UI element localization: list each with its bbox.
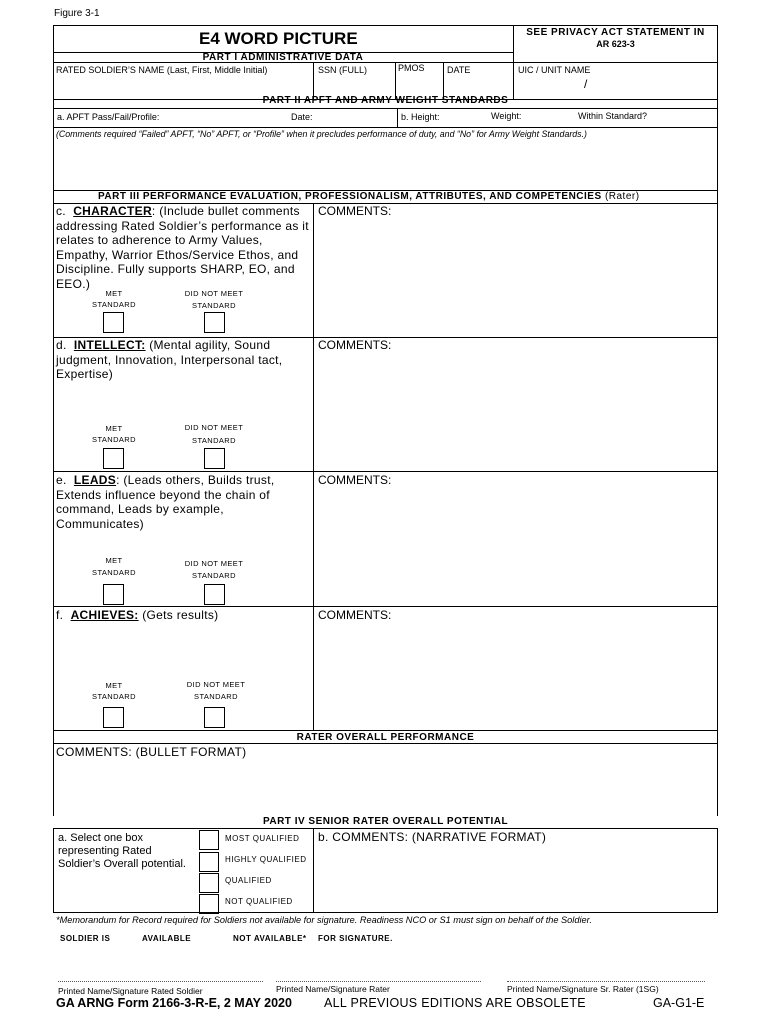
character-heading: CHARACTER: [73, 204, 152, 218]
leads-met-label-2: STANDARD: [92, 568, 136, 577]
form-code: GA-G1-E: [653, 996, 705, 1010]
frame-left-border: [53, 25, 54, 816]
select-potential-instructions: a. Select one box representing Rated Soldier’s Overall potential.: [58, 832, 186, 870]
not-qualified-label: NOT QUALIFIED: [225, 897, 293, 906]
character-met-label-1: MET: [105, 289, 123, 298]
apft-label: a. APFT Pass/Fail/Profile:: [57, 112, 160, 122]
achieves-did-not-meet-checkbox[interactable]: [204, 707, 225, 728]
part3-title-suffix: (Rater): [604, 191, 640, 202]
intellect-met-standard-checkbox[interactable]: [103, 448, 124, 469]
date-label: DATE: [447, 65, 471, 75]
intellect-heading: INTELLECT:: [73, 338, 146, 352]
for-signature-label: FOR SIGNATURE.: [318, 934, 393, 943]
frame-top-border: [53, 25, 718, 26]
obsolete-notice: ALL PREVIOUS EDITIONS ARE OBSOLETE: [324, 996, 586, 1010]
not-qualified-checkbox[interactable]: [199, 894, 219, 914]
achieves-section-text: f. ACHIEVES: (Gets results): [56, 608, 219, 622]
available-option[interactable]: AVAILABLE: [142, 934, 192, 943]
highly-qualified-label: HIGHLY QUALIFIED: [225, 855, 307, 864]
achieves-heading: ACHIEVES:: [70, 608, 139, 622]
character-met-label-2: STANDARD: [92, 300, 136, 309]
intellect-section-text: d. INTELLECT: (Mental agility, Sound judgment, Innovation, Interpersonal tact, Expertise): [56, 338, 283, 381]
figure-label: Figure 3-1: [54, 8, 100, 19]
achieves-notmet-label-2: STANDARD: [194, 692, 238, 701]
soldier-is-label: SOLDIER IS: [60, 934, 111, 943]
character-section-text: c. CHARACTER: (Include bullet comments addressing Rated Soldier’s performance as it relates to adherence to Army Values, Empathy, Warrior Ethos/Service Ethos, and Discipline. Fully supports SHARP, EO, and EEO.): [56, 204, 309, 291]
uic-unit-label: UIC / UNIT NAME: [518, 65, 591, 75]
highly-qualified-checkbox[interactable]: [199, 852, 219, 872]
rater-overall-title: RATER OVERALL PERFORMANCE: [296, 732, 475, 743]
not-available-option[interactable]: NOT AVAILABLE*: [233, 934, 307, 943]
part4-title: PART IV SENIOR RATER OVERALL POTENTIAL: [262, 816, 509, 827]
height-field[interactable]: [447, 110, 487, 125]
achieves-met-label-2: STANDARD: [92, 692, 136, 701]
soldier-signature-label: Printed Name/Signature Rated Soldier: [58, 986, 203, 996]
intellect-comments-label: COMMENTS:: [318, 338, 392, 352]
senior-rater-comments-field[interactable]: [316, 846, 714, 910]
leads-met-label-1: MET: [105, 556, 123, 565]
apft-comments-note: (Comments required “Failed” APFT, “No” APFT, or “Profile” when it precludes performance of duty, and “No” for Army Weight Standards.): [56, 129, 587, 139]
intellect-met-label-2: STANDARD: [92, 435, 136, 444]
rated-soldier-name-label: RATED SOLDIER’S NAME (Last, First, Middle Initial): [56, 65, 268, 75]
most-qualified-label: MOST QUALIFIED: [225, 834, 300, 843]
qualified-label: QUALIFIED: [225, 876, 272, 885]
leads-notmet-label-1: DID NOT MEET: [184, 559, 244, 568]
character-comments-field[interactable]: [316, 220, 714, 335]
achieves-comments-label: COMMENTS:: [318, 608, 392, 622]
leads-notmet-label-2: STANDARD: [192, 571, 236, 580]
apft-field[interactable]: [160, 110, 285, 125]
leads-met-standard-checkbox[interactable]: [103, 584, 124, 605]
part2-title: PART II APFT AND ARMY WEIGHT STANDARDS: [262, 95, 509, 106]
intellect-comments-field[interactable]: [316, 354, 714, 469]
senior-rater-signature-line[interactable]: [507, 981, 705, 982]
leads-comments-field[interactable]: [316, 489, 714, 604]
rater-signature-line[interactable]: [276, 981, 481, 982]
character-met-standard-checkbox[interactable]: [103, 312, 124, 333]
within-standard-field[interactable]: [660, 110, 715, 125]
rater-overall-comments-field[interactable]: [55, 760, 715, 814]
weight-label: Weight:: [491, 111, 522, 121]
intellect-notmet-label-2: STANDARD: [192, 436, 236, 445]
achieves-notmet-label-1: DID NOT MEET: [186, 680, 246, 689]
leads-did-not-meet-checkbox[interactable]: [204, 584, 225, 605]
qualified-checkbox[interactable]: [199, 873, 219, 893]
part3-title: PART III PERFORMANCE EVALUATION, PROFESSIONALISM, ATTRIBUTES, AND COMPETENCIES (Rater): [98, 191, 640, 202]
achieves-met-standard-checkbox[interactable]: [103, 707, 124, 728]
achieves-comments-field[interactable]: [316, 624, 714, 728]
apft-date-label: Date:: [291, 112, 313, 122]
uic-separator: /: [584, 77, 588, 91]
intellect-met-label-1: MET: [105, 424, 123, 433]
form-title: E4 WORD PICTURE: [199, 29, 358, 48]
privacy-notice-line1: SEE PRIVACY ACT STATEMENT IN: [526, 27, 705, 38]
within-standard-label: Within Standard?: [578, 111, 648, 121]
pmos-label: PMOS: [398, 63, 425, 73]
intellect-notmet-label-1: DID NOT MEET: [184, 423, 244, 432]
most-qualified-checkbox[interactable]: [199, 830, 219, 850]
ssn-label: SSN (FULL): [318, 65, 368, 75]
soldier-signature-line[interactable]: [58, 981, 263, 982]
part3-column-divider: [313, 203, 314, 730]
weight-field[interactable]: [530, 110, 575, 125]
character-notmet-label-1: DID NOT MEET: [184, 289, 244, 298]
leads-comments-label: COMMENTS:: [318, 473, 392, 487]
achieves-met-label-1: MET: [105, 681, 123, 690]
character-notmet-label-2: STANDARD: [192, 301, 236, 310]
rater-signature-label: Printed Name/Signature Rater: [276, 984, 390, 994]
intellect-did-not-meet-checkbox[interactable]: [204, 448, 225, 469]
memo-note: *Memorandum for Record required for Soldiers not available for signature. Readiness NCO or S1 must sign on behalf of the Soldier.: [56, 915, 592, 925]
form-id: GA ARNG Form 2166-3-R-E, 2 MAY 2020: [56, 996, 292, 1010]
height-label: b. Height:: [401, 112, 440, 122]
character-comments-label: COMMENTS:: [318, 204, 392, 218]
frame-right-border: [717, 25, 718, 816]
apft-date-field[interactable]: [318, 110, 396, 125]
part1-title: PART I ADMINISTRATIVE DATA: [202, 52, 364, 63]
leads-heading: LEADS: [73, 473, 117, 487]
privacy-notice-line2: AR 623-3: [596, 39, 635, 49]
rater-overall-comments-label: COMMENTS: (BULLET FORMAT): [56, 745, 247, 759]
senior-rater-comments-label: b. COMMENTS: (NARRATIVE FORMAT): [318, 830, 547, 844]
senior-rater-signature-label: Printed Name/Signature Sr. Rater (1SG): [507, 984, 659, 994]
apft-comments-field[interactable]: [55, 142, 715, 188]
leads-section-text: e. LEADS: (Leads others, Builds trust, Extends influence beyond the chain of command, Leads by example, Communicates): [56, 473, 275, 531]
character-did-not-meet-checkbox[interactable]: [204, 312, 225, 333]
